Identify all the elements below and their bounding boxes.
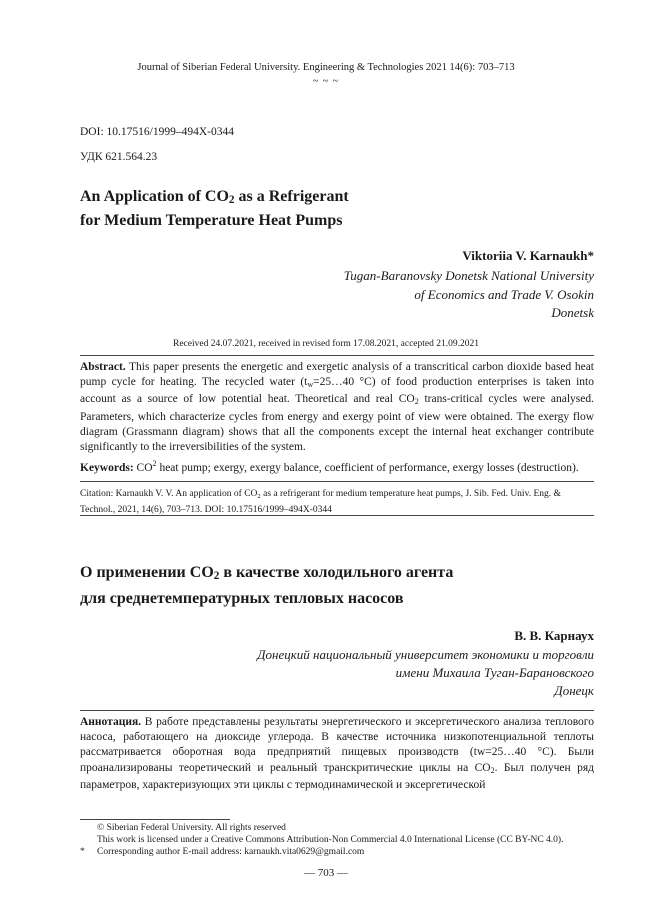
citation: Citation: Karnaukh V. V. An application of $CO_2$ as a refrigerant for medium temperature heat pumps, J. Sib. Fed. Univ. Eng. & Technol., 2021, 14(6), 703–713. DOI: 10.17516/1999–494X-0344 (80, 489, 561, 515)
affiliation-en-line1: Tugan-Baranovsky Donetsk National University (343, 268, 594, 283)
footnote-rule (80, 819, 230, 820)
footnote-corresponding: * Corresponding author E-mail address: karnaukh.vita0629@gmail.com (80, 847, 365, 857)
footnote-license: This work is licensed under a Creative Commons Attribution-Non Commercial 4.0 International License (CC BY-NC 4.0). (97, 835, 564, 845)
citation-bottom-rule (80, 515, 594, 516)
page-number: — 703 — (304, 867, 348, 879)
footnote-copyright: © Siberian Federal University. All rights reserved (97, 823, 286, 833)
keywords-en: Keywords: $CO^2$ heat pump; exergy, exergy balance, coefficient of performance, exergy losses (destruction). (80, 459, 579, 474)
affiliation-ru-line1: Донецкий национальный университет экономики и торговли (257, 647, 594, 662)
title-en-line1: An Application of $CO_2$ as a Refrigerant (80, 188, 349, 206)
abstract-ru-top-rule (80, 710, 594, 711)
received-dates: Received 24.07.2021, received in revised form 17.08.2021, accepted 21.09.2021 (172, 339, 480, 349)
citation-top-rule (80, 481, 594, 482)
title-ru-line2: для среднетемпературных тепловых насосов (80, 590, 404, 607)
title-en-line2: for Medium Temperature Heat Pumps (80, 212, 343, 229)
udk: УДК 621.564.23 (80, 151, 158, 163)
journal-header: Journal of Siberian Federal University. Engineering & Technologies 2021 14(6): 703–713 (137, 62, 515, 73)
affiliation-en-line2: of Economics and Trade V. Osokin (414, 287, 594, 302)
affiliation-ru-line2: имени Михаила Туган-Барановского (395, 665, 594, 680)
affiliation-ru-line3: Донецк (554, 683, 594, 698)
doi: DOI: 10.17516/1999–494X-0344 (80, 126, 234, 138)
author-en: Viktoriia V. Karnaukh* (462, 248, 594, 263)
header-ornament: ~ ~ ~ (312, 76, 340, 87)
title-ru-line1: О применении $CO_2$ в качестве холодильного агента (80, 564, 454, 582)
abstract-top-rule (80, 355, 594, 356)
abstract-ru: Аннотация. В работе представлены результаты энергетического и эксергетического анализа теплового насоса, работающего на диоксиде углерода. В качестве источника низкопотенциальной теплоты рассматривается оборотная вода предприятий пищевых производств (tw=25…40 °C). Были проанализированы теоретический и реальный транскритические циклы на $CO_2$. Был получен ряд параметров, характеризующих эти циклы с термодинамической и эксергетической (80, 716, 594, 791)
affiliation-en-line3: Donetsk (551, 305, 594, 320)
author-ru: В. В. Карнаух (514, 628, 594, 643)
abstract-en: Abstract. This paper presents the energetic and exergetic analysis of a transcritical carbon dioxide based heat pump cycle for heating. The recycled water ($t_w=25\dots 40$ °C) of food production enterprises is taken into account as a source of low potential heat. Theoretical and real $CO_2$ trans-critical cycles were analysed. Parameters, which characterize cycles from energy and exergy point of view were obtained. The exergy flow diagram (Grassmann diagram) shows that all the components except the internal heat exchanger contribute significantly to the irreversibilities of the system. (80, 361, 595, 454)
